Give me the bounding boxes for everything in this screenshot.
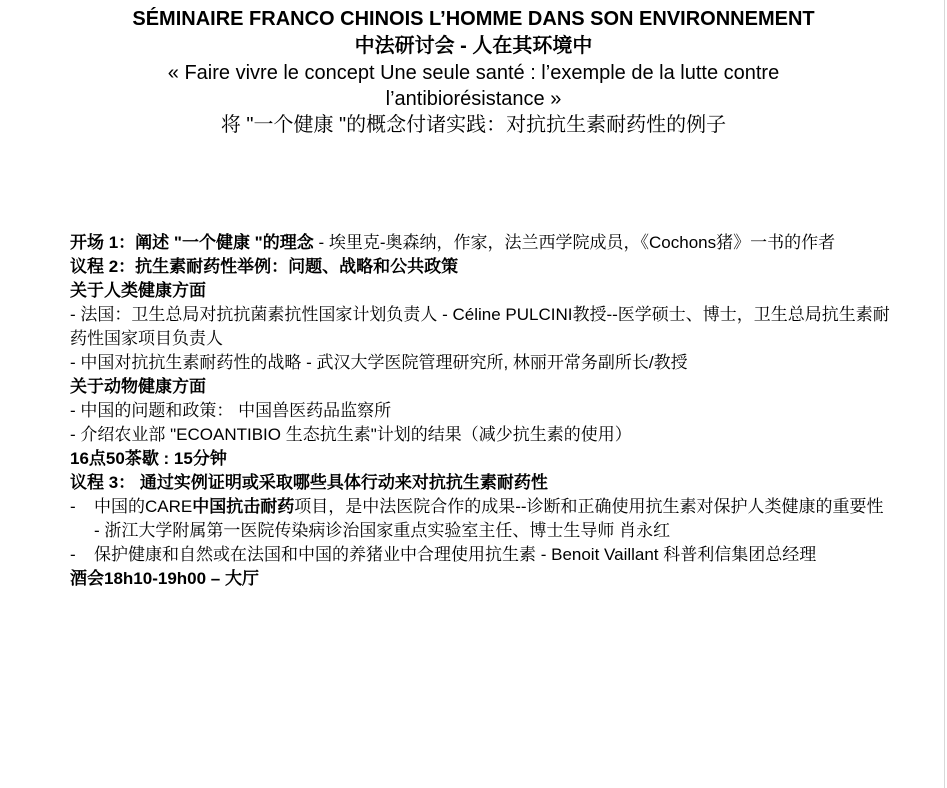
human-item-2: - 中国对抗抗生素耐药性的战略 - 武汉大学医院管理研究所, 林丽开常务副所长/教授	[70, 353, 688, 372]
animal-health-heading: 关于动物健康方面	[70, 377, 206, 396]
list-dash: -	[70, 545, 76, 564]
agenda3-list	[70, 495, 890, 567]
agenda3-title: 议程 3： 通过实例证明或采取哪些具体行动来对抗抗生素耐药性	[70, 473, 548, 492]
agenda3-item-1-bold: 中国抗击耐药	[192, 497, 295, 516]
agenda2-title: 议程 2：抗生素耐药性举例：问题、战略和公共政策	[70, 257, 459, 276]
opening-label: 开场 1：阐述 "一个健康 "的理念	[70, 233, 314, 252]
agenda3-item-2	[70, 543, 890, 567]
list-dash: -	[70, 497, 76, 516]
document-body	[70, 231, 890, 591]
opening-text: - 埃里克-奥森纳，作家，法兰西学院成员，《Cochons猪》一书的作者	[313, 233, 836, 252]
agenda3-item-1-after: 项目，是中法医院合作的成果--诊断和正确使用抗生素对保护人类健康的重要性 - 浙江大学附属第一医院传染病诊治国家重点实验室主任、博士生导师 肖永红	[94, 497, 884, 540]
opening-paragraph	[70, 231, 890, 255]
title-fr: SÉMINAIRE FRANCO CHINOIS L’HOMME DANS SON ENVIRONNEMENT	[132, 8, 815, 30]
human-health-heading: 关于人类健康方面	[70, 281, 206, 300]
human-item-1: - 法国：卫生总局对抗抗菌素抗性国家计划负责人 - Céline PULCINI教授--医学硕士、博士，卫生总局抗生素耐药性国家项目负责人	[70, 305, 890, 348]
agenda3-item-2-text: 保护健康和自然或在法国和中国的养猪业中合理使用抗生素 - Benoit Vaillant 科普利信集团总经理	[94, 545, 817, 564]
animal-item-2: - 介绍农业部 "ECOANTIBIO 生态抗生素"计划的结果（减少抗生素的使用）	[70, 425, 632, 444]
document-header	[0, 6, 947, 139]
reception: 酒会18h10-19h00 – 大厅	[70, 569, 259, 588]
agenda3-item-1	[70, 495, 890, 543]
tea-break: 16点50茶歇 : 15分钟	[70, 449, 227, 468]
subtitle-fr: « Faire vivre le concept Une seule santé : l’exemple de la lutte contre l’antibiorésistance »	[167, 62, 780, 110]
animal-item-1: - 中国的问题和政策： 中国兽医药品监察所	[70, 401, 392, 420]
title-cn: 中法研讨会 - 人在其环境中	[354, 35, 593, 57]
subtitle-cn: 将 "一个健康 "的概念付诸实践：对抗抗生素耐药性的例子	[220, 114, 727, 136]
agenda3-item-1-before: 中国的CARE	[94, 497, 193, 516]
